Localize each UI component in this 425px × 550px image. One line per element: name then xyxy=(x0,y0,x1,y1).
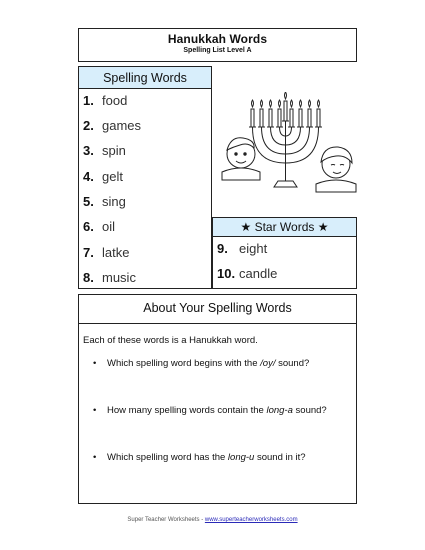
word-number: 7. xyxy=(83,245,94,260)
footer-text: Super Teacher Worksheets - xyxy=(127,517,205,523)
question-item xyxy=(93,358,343,370)
question-emphasis: /oy/ xyxy=(260,358,276,369)
spelling-word-row xyxy=(83,118,141,134)
question-text-part: sound in it? xyxy=(254,452,306,463)
question-emphasis: long-u xyxy=(227,452,255,463)
spelling-word-row xyxy=(83,245,129,261)
spelling-word-row xyxy=(83,93,127,109)
spelling-word: oil xyxy=(102,219,116,234)
boy-illustration xyxy=(222,138,260,180)
about-heading: About Your Spelling Words xyxy=(143,301,292,315)
spelling-word: sing xyxy=(102,194,126,209)
about-intro: Each of these words is a Hanukkah word. xyxy=(83,335,258,346)
star-words-box xyxy=(212,217,357,289)
word-number: 9. xyxy=(217,241,228,256)
word-number: 1. xyxy=(83,93,94,108)
spelling-word: spin xyxy=(102,143,126,158)
bullet: • xyxy=(93,405,97,416)
word-number: 5. xyxy=(83,194,94,209)
question-text-part: How many spelling words contain the xyxy=(107,405,267,416)
word-number: 10. xyxy=(217,266,236,281)
about-words-box xyxy=(78,294,357,504)
footer xyxy=(0,517,425,523)
question-text xyxy=(107,452,343,464)
question-text xyxy=(107,358,343,370)
worksheet-subtitle: Spelling List Level A xyxy=(183,47,252,54)
question-item xyxy=(93,452,343,464)
spelling-word-row xyxy=(83,219,115,235)
star-word: eight xyxy=(239,241,268,256)
spelling-word: food xyxy=(102,93,128,108)
question-emphasis: long-a xyxy=(266,405,293,416)
question-text-part: sound? xyxy=(275,358,310,369)
spelling-words-heading: Spelling Words xyxy=(79,67,211,89)
spelling-word: latke xyxy=(102,245,130,260)
word-number: 6. xyxy=(83,219,94,234)
star-word-row xyxy=(217,266,277,282)
spelling-word-row xyxy=(83,143,126,159)
bullet: • xyxy=(93,452,97,463)
spelling-word-row xyxy=(83,194,126,210)
star-word: candle xyxy=(239,266,278,281)
about-divider xyxy=(79,323,356,324)
spelling-word: music xyxy=(102,270,136,285)
menorah-children-illustration xyxy=(214,92,357,210)
word-number: 4. xyxy=(83,169,94,184)
question-text xyxy=(107,405,343,417)
girl-illustration xyxy=(316,147,356,192)
worksheet-title: Hanukkah Words xyxy=(167,32,268,46)
star-word-row xyxy=(217,241,267,257)
spelling-words-box xyxy=(78,66,212,289)
spelling-word-row xyxy=(83,169,123,185)
footer-link[interactable]: www.superteacherworksheets.com xyxy=(204,517,298,523)
word-number: 3. xyxy=(83,143,94,158)
word-number: 2. xyxy=(83,118,94,133)
question-item xyxy=(93,405,343,417)
spelling-word: gelt xyxy=(102,169,123,184)
question-text-part: Which spelling word has the xyxy=(107,452,228,463)
question-text-part: Which spelling word begins with the xyxy=(107,358,261,369)
spelling-word-row xyxy=(83,270,136,286)
bullet: • xyxy=(93,358,97,369)
question-text-part: sound? xyxy=(292,405,327,416)
spelling-word: games xyxy=(102,118,142,133)
star-words-heading: ★ Star Words ★ xyxy=(213,218,356,237)
word-number: 8. xyxy=(83,270,94,285)
worksheet-title-box xyxy=(78,28,357,62)
